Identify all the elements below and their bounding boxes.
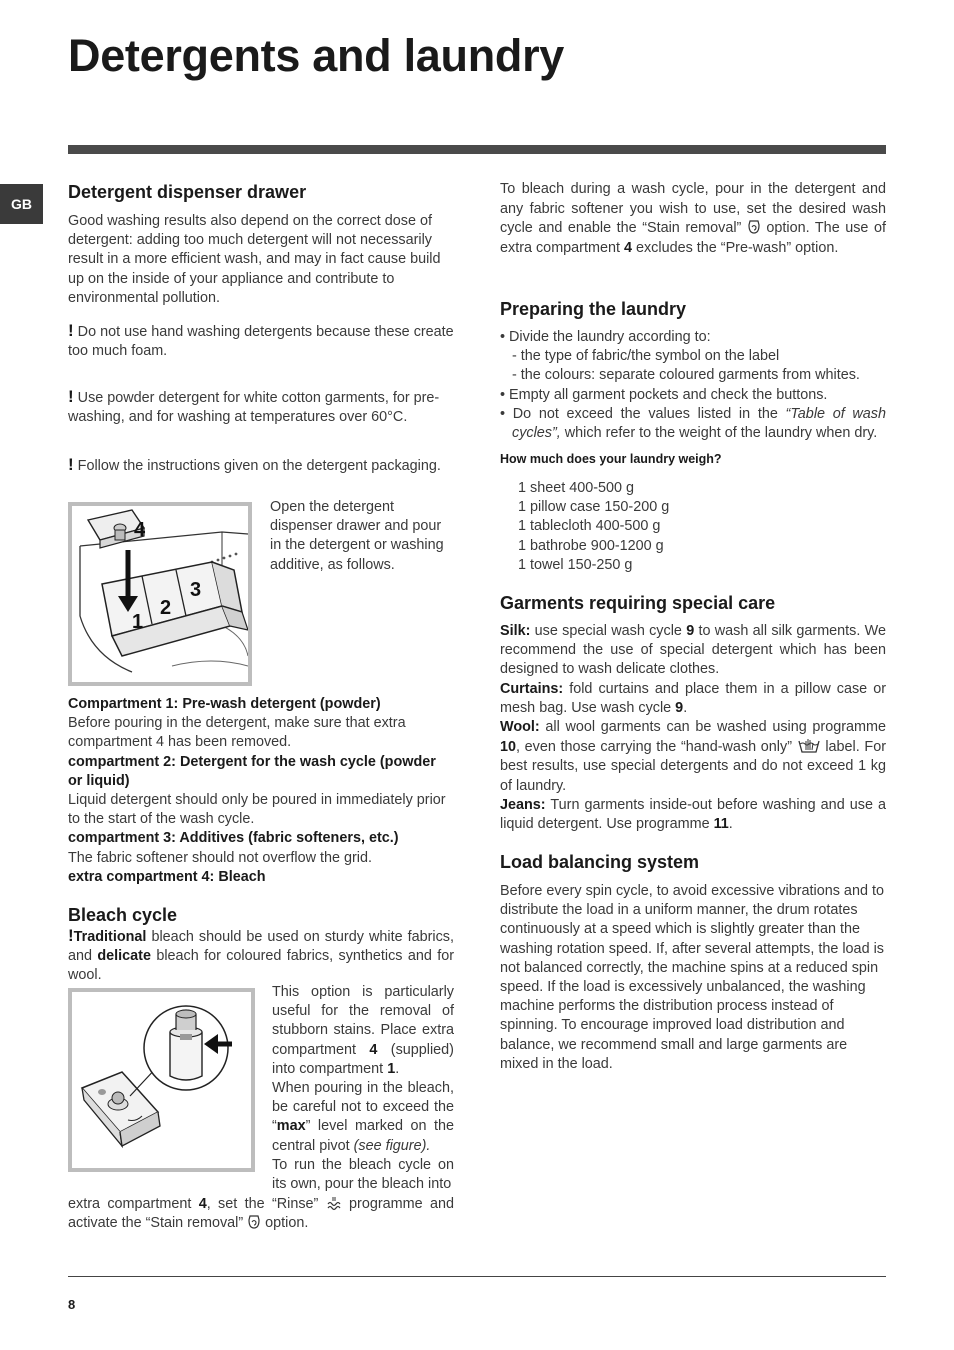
list-item: 1 bathrobe 900-1200 g xyxy=(518,537,664,554)
stain-removal-icon xyxy=(747,219,761,235)
warning-text: Do not use hand washing detergents because these create too much foam. xyxy=(68,324,454,360)
dispenser-drawer-figure xyxy=(68,502,252,686)
bleach-during-wash xyxy=(500,180,886,258)
list-item: - the type of fabric/the symbol on the label xyxy=(512,348,780,365)
list-item: - the colours: separate coloured garments from whites. xyxy=(512,367,860,384)
text: , set the “Rinse” xyxy=(206,1196,326,1212)
programme-number: 10 xyxy=(500,739,517,756)
language-tab: GB xyxy=(0,184,43,224)
bleach-option-text xyxy=(272,983,454,1079)
exclamation-icon: ! xyxy=(68,321,74,340)
text: option. xyxy=(261,1215,309,1232)
bleach-cup-figure xyxy=(68,988,255,1172)
bleach-warning xyxy=(68,926,454,986)
text: excludes the “Pre-wash” option. xyxy=(631,239,839,256)
text: When pouring in the bleach, be careful not to exceed the “ xyxy=(272,1080,454,1135)
traditional-label: Traditional xyxy=(73,929,147,945)
hand-wash-icon xyxy=(797,737,821,754)
text: • Do not exceed the values listed in the xyxy=(500,405,786,422)
compartment-number: 4 xyxy=(198,1196,207,1212)
wool-label: Wool: xyxy=(500,719,540,736)
special-care-heading: Garments requiring special care xyxy=(500,593,776,613)
bleach-cup-illustration xyxy=(72,992,251,1168)
max-label: max xyxy=(276,1118,306,1135)
compartment-number: 4 xyxy=(369,1041,378,1058)
weigh-heading: How much does your laundry weigh? xyxy=(500,452,722,466)
title-divider-bar xyxy=(68,145,886,154)
text: To bleach during a wash cycle, pour in the detergent and any fabric softener you wish to use, set the desired wash cycle and enable the “Stain removal” xyxy=(500,181,886,237)
curtains-label: Curtains: xyxy=(500,680,564,697)
list-item: 1 pillow case 150-200 g xyxy=(518,499,670,516)
warning-packaging xyxy=(68,455,454,476)
text: all wool garments can be washed using programme xyxy=(539,719,886,736)
text: ” level marked on the central pivot xyxy=(272,1118,454,1154)
compartment-1-label: 1 xyxy=(132,611,144,633)
text: . xyxy=(683,699,688,716)
list-item: • Divide the laundry according to: xyxy=(500,329,711,345)
page-title: Detergents and laundry xyxy=(68,30,565,81)
special-care-list xyxy=(500,622,886,834)
warning-text: Use powder detergent for white cotton garments, for pre-washing, and for washing at temperatures over 60°C. xyxy=(68,390,440,426)
weight-list xyxy=(500,479,904,575)
jeans-label: Jeans: xyxy=(500,796,546,813)
delicate-label: delicate xyxy=(97,948,151,965)
preparing-heading: Preparing the laundry xyxy=(500,299,687,319)
bleach-text-block xyxy=(272,983,454,1194)
list-item: 1 tablecloth 400-500 g xyxy=(518,518,661,535)
text: This option is particularly useful for the removal of stubborn stains. Place extra compartment xyxy=(272,984,454,1058)
list-item: 1 sheet 400-500 g xyxy=(518,480,635,496)
bleach-warning-end: bleach for coloured fabrics, synthetics and for wool. xyxy=(68,948,455,984)
exclamation-icon: ! xyxy=(68,926,74,945)
jeans-item xyxy=(500,796,886,834)
bleach-max-text xyxy=(272,1079,454,1156)
text: , even those carrying the “hand-wash only” xyxy=(516,739,797,756)
programme-number: 11 xyxy=(713,816,729,833)
text: (supplied) into compartment xyxy=(272,1041,454,1077)
compartment-descriptions xyxy=(68,695,454,887)
bleach-warning-text: bleach should be used on sturdy white fabrics, and xyxy=(68,929,454,965)
text: Turn garments inside-out before washing and use a liquid detergent. Use programme xyxy=(500,796,886,833)
dispenser-figure-text: Open the detergent dispenser drawer and pour in the detergent or washing additive, as follows. xyxy=(270,499,444,573)
dispenser-drawer-illustration xyxy=(72,506,248,682)
warning-text: Follow the instructions given on the detergent packaging. xyxy=(77,458,441,474)
compartment-4-title: extra compartment 4: Bleach xyxy=(68,868,266,885)
compartment-2-text: Liquid detergent should only be poured in immediately prior to the start of the wash cycle. xyxy=(68,792,446,828)
text: programme and activate the “Stain removal” xyxy=(68,1196,454,1232)
exclamation-icon: ! xyxy=(68,455,74,474)
silk-item xyxy=(500,622,886,680)
text: extra compartment xyxy=(68,1196,199,1212)
compartment-3-label: 3 xyxy=(190,579,202,601)
exclamation-icon: ! xyxy=(68,387,74,406)
table-reference: “Table of wash cycles”, xyxy=(512,405,887,442)
curtains-item xyxy=(500,680,886,718)
see-figure: (see figure). xyxy=(353,1137,431,1154)
footer-divider xyxy=(68,1276,886,1277)
compartment-3-title: compartment 3: Additives (fabric softeners, etc.) xyxy=(68,830,399,847)
warning-hand-detergent xyxy=(68,321,454,361)
bleach-heading: Bleach cycle xyxy=(68,905,178,925)
bleach-own-continued xyxy=(68,1195,454,1233)
text: to wash all silk garments. We recommend the use of special detergent which has been designed to wash delicate clothes. xyxy=(500,623,886,678)
list-item: 1 towel 150-250 g xyxy=(518,556,633,573)
silk-label: Silk: xyxy=(500,623,531,639)
text: fold curtains and place them in a pillow case or mesh bag. Use wash cycle xyxy=(500,680,886,716)
warning-powder-detergent xyxy=(68,387,454,427)
compartment-4-label: 4 xyxy=(134,519,146,541)
compartment-2-label: 2 xyxy=(160,597,172,619)
compartment-number: 1 xyxy=(387,1060,396,1077)
compartment-2-title: compartment 2: Detergent for the wash cycle (powder or liquid) xyxy=(68,753,436,789)
programme-number: 9 xyxy=(686,623,695,639)
page-number: 8 xyxy=(68,1297,76,1312)
compartment-1-text: Before pouring in the detergent, make sure that extra compartment 4 has been removed. xyxy=(68,715,406,751)
stain-removal-icon xyxy=(247,1214,261,1230)
list-item xyxy=(500,405,886,443)
text: . xyxy=(395,1060,400,1077)
compartment-number: 4 xyxy=(623,239,632,256)
compartment-1-title: Compartment 1: Pre-wash detergent (powder) xyxy=(68,696,381,712)
rinse-icon xyxy=(326,1196,342,1211)
text: label. For best results, use special detergents and do not exceed 1 kg of laundry. xyxy=(500,739,886,794)
load-balancing-text: Before every spin cycle, to avoid excessive vibrations and to distribute the load in a uniform manner, the drum rotates continuously at a speed which is slightly greater than the washing rotation speed. If, after several attempts, the load is not balanced correctly, the machine spins at a reduced spin speed. If the load is excessively unbalanced, the washing machine performs the distribution process instead of spinning. To encourage improved load distribution and balance, we recommend small and large garments are mixed in the load. xyxy=(500,883,884,1072)
text: option. The use of extra compartment xyxy=(500,220,886,256)
dispenser-intro: Good washing results also depend on the correct dose of detergent: adding too much detergent will not necessarily result in a more efficient wash, and may in fact cause build up on the inside of your appliance and contribute to environmental pollution. xyxy=(68,213,441,306)
compartment-3-text: The fabric softener should not overflow the grid. xyxy=(68,849,372,866)
preparing-list xyxy=(500,328,886,443)
load-balancing-heading: Load balancing system xyxy=(500,852,700,872)
bleach-own-text: To run the bleach cycle on its own, pour the bleach into xyxy=(272,1156,454,1193)
list-item: • Empty all garment pockets and check the buttons. xyxy=(500,386,828,403)
text: which refer to the weight of the laundry when dry. xyxy=(560,425,878,442)
programme-number: 9 xyxy=(675,699,684,716)
text: . xyxy=(728,816,733,833)
dispenser-heading: Detergent dispenser drawer xyxy=(68,182,307,202)
wool-item xyxy=(500,718,886,796)
text: use special wash cycle xyxy=(530,623,687,639)
